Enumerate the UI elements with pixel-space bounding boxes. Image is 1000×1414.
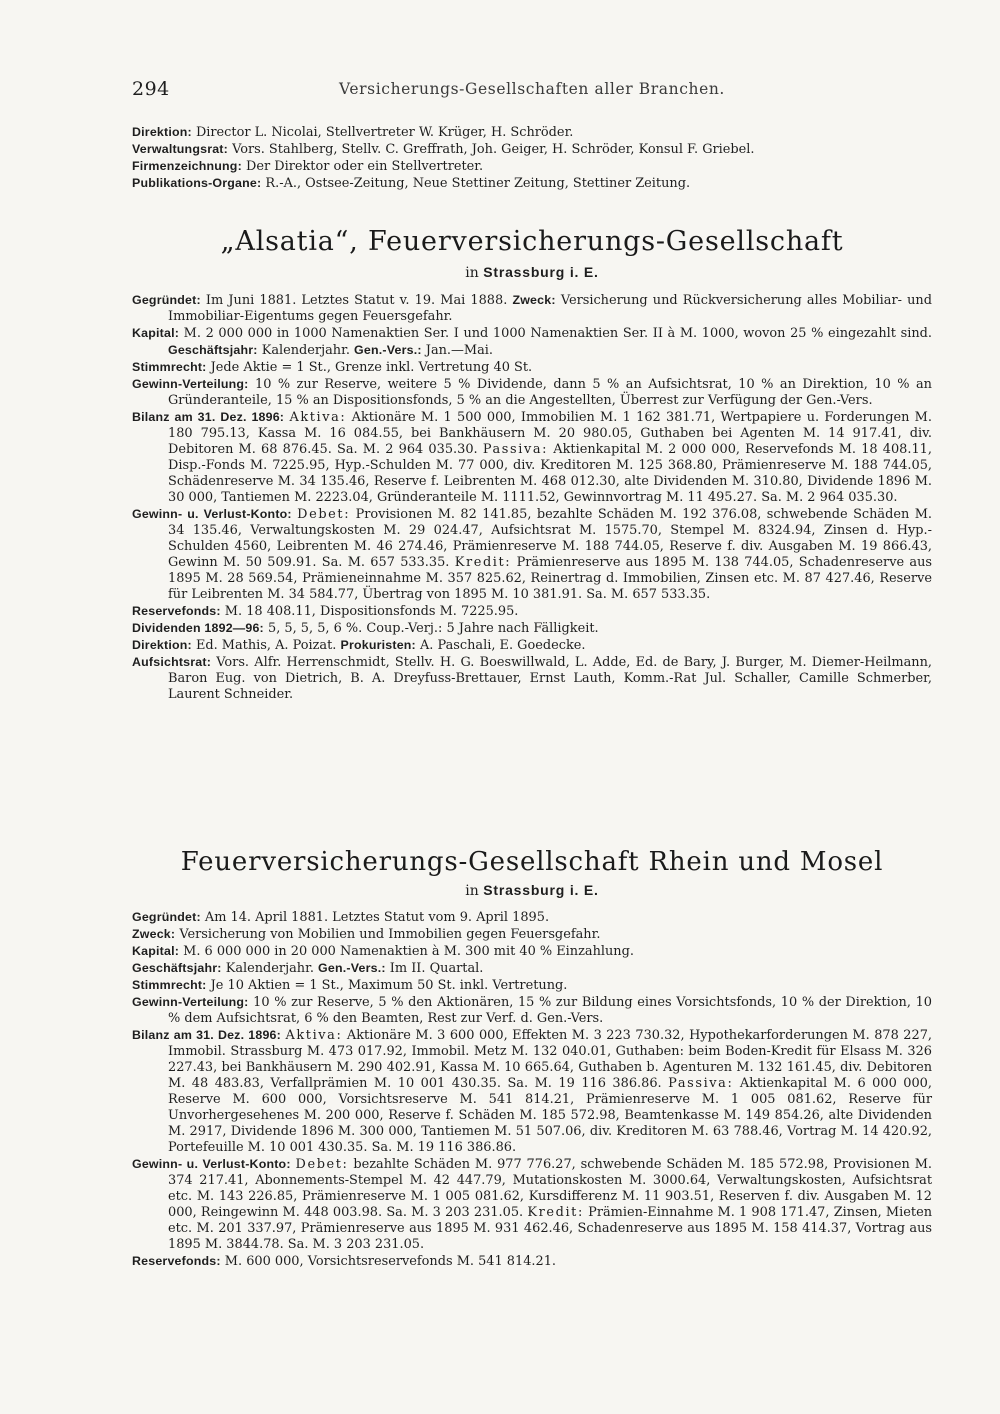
- entry-gegruendet: Gegründet: Am 14. April 1881. Letztes Statut vom 9. April 1895.: [132, 910, 550, 925]
- alsatia-body: [132, 292, 932, 703]
- previous-company-tail: [132, 124, 932, 192]
- entry-gewinn-verlust: Gewinn- u. Verlust-Konto: Debet: bezahlte Schäden M. 977 776.27, schwebende Schäden M. 185 572.98, Provisionen M. 374 217.41, Abonnements-Stempel M. 42 447.79, Mutationskosten M. 3000.64, Verwaltungskosten, Aufsichtsrat etc. M. 143 226.85, Prämienreserve M. 1 005 081.62, Kursdifferenz M. 11 903.51, Reserven f. div. Ausgaben M. 12 000, Reingewinn M. 448 003.98. Sa. M. 3 203 231.05. Kredit: Prämien-Einnahme M. 1 908 171.47, Zinsen, Mieten etc. M. 201 337.97, Prämienreserve aus 1895 M. 931 462.46, Schadenreserve aus 1895 M. 158 414.37, Vortrag aus 1895 M. 3844.78. Sa. M. 3 203 231.05.: [132, 1157, 932, 1252]
- entry-reservefonds: Reservefonds: M. 600 000, Vorsichtsreservefonds M. 541 814.21.: [132, 1254, 556, 1269]
- entry-geschaeftsjahr: Geschäftsjahr: Kalenderjahr. Gen.-Vers.: Im II. Quartal.: [132, 961, 484, 976]
- running-title: Versicherungs-Gesellschaften aller Branchen.: [339, 80, 725, 98]
- entry-gewinn-verlust: Gewinn- u. Verlust-Konto: Debet: Provisionen M. 82 141.85, bezahlte Schäden M. 192 376.08, schwebende Schäden M. 34 135.46, Verwaltungskosten M. 29 024.47, Aufsichtsrat M. 1575.70, Stempel M. 8324.94, Zinsen d. Hyp.-Schulden 4560, Leibrenten M. 46 274.46, Prämienreserve M. 188 744.05, Reserve f. div. Ausgaben M. 19 866.43, Gewinn M. 50 509.91. Sa. M. 657 533.35. Kredit: Prämienreserve aus 1895 M. 138 744.05, Schadenreserve aus 1895 M. 28 569.54, Prämieneinnahme M. 357 825.62, Reinertrag d. Immobilien, Zinsen etc. M. 87 427.46, Reserve für Leibrenten M. 34 584.77, Übertrag von 1895 M. 10 381.91. Sa. M. 657 533.35.: [132, 507, 933, 602]
- entry-bilanz: Bilanz am 31. Dez. 1896: Aktiva: Aktionäre M. 3 600 000, Effekten M. 3 223 730.32, Hypothekarforderungen M. 878 227, Immobil. Strassburg M. 473 017.92, Immobil. Metz M. 132 040.01, Guthaben: beim Boden-Kredit für Elsass M. 326 227.43, bei Bankhäusern M. 290 402.91, Kassa M. 10 665.64, Guthaben b. Agenturen M. 132 161.45, div. Debitoren M. 48 483.83, Verfallprämien M. 10 001 430.35. Sa. M. 19 116 386.86. Passiva: Aktienkapital M. 6 000 000, Reserve M. 600 000, Vorsichtsreserve M. 541 814.21, Prämienreserve M. 1 005 081.62, Reserve für Unvorhergesehenes M. 200 000, Reserve f. Schäden M. 185 572.98, Beamtenkasse M. 149 854.26, alte Dividenden M. 2917, Dividende 1896 M. 300 000, Tantiemen M. 51 507.06, div. Kreditoren M. 63 788.46, Vortrag M. 14 420.92, Portefeuille M. 10 001 430.35. Sa. M. 19 116 386.86.: [132, 1028, 932, 1155]
- running-head: [132, 78, 932, 102]
- entry-firmenzeichnung: Firmenzeichnung: Der Direktor oder ein Stellvertreter.: [132, 159, 484, 174]
- entry-dividenden: Dividenden 1892—96: 5, 5, 5, 5, 6 %. Coup.-Verj.: 5 Jahre nach Fälligkeit.: [132, 621, 599, 636]
- entry-gewinn-verteilung: Gewinn-Verteilung: 10 % zur Reserve, 5 % den Aktionären, 15 % zur Bildung eines Vorsichtsfonds, 10 % der Direktion, 10 % dem Aufsichtsrat, 6 % den Beamten, Rest zur Verf. d. Gen.-Vers.: [132, 995, 932, 1026]
- page-number: 294: [132, 78, 170, 100]
- entry-direktion-alsatia: Direktion: Ed. Mathis, A. Poizat. Prokuristen: A. Paschali, E. Goedecke.: [132, 638, 586, 653]
- entry-kapital: Kapital: M. 2 000 000 in 1000 Namenaktien Ser. I und 1000 Namenaktien Ser. II à M. 1000, wovon 25 % eingezahlt sind. Geschäftsjahr: Kalenderjahr. Gen.-Vers.: Jan.—Mai.: [132, 326, 932, 358]
- entry-stimmrecht: Stimmrecht: Je 10 Aktien = 1 St., Maximum 50 St. inkl. Vertretung.: [132, 978, 568, 993]
- entry-gewinn-verteilung: Gewinn-Verteilung: 10 % zur Reserve, weitere 5 % Dividende, dann 5 % an Aufsichtsrat, 10 % an Direktion, 10 % an Gründeranteile, 15 % an Dispositionsfonds, 5 % an die Angestellten, Überrest zur Verfügung der Gen.-Vers.: [132, 377, 932, 408]
- entry-kapital: Kapital: M. 6 000 000 in 20 000 Namenaktien à M. 300 mit 40 % Einzahlung.: [132, 944, 634, 959]
- entry-verwaltungsrat: Verwaltungsrat: Vors. Stahlberg, Stellv. C. Greffrath, Joh. Geiger, H. Schröder, Konsul F. Griebel.: [132, 142, 755, 157]
- entry-stimmrecht: Stimmrecht: Jede Aktie = 1 St., Grenze inkl. Vertretung 40 St.: [132, 360, 533, 375]
- company-location-rhein-mosel: in Strassburg i. E.: [465, 882, 599, 899]
- company-title-rhein-mosel: Feuerversicherungs-Gesellschaft Rhein und Mosel: [180, 847, 884, 877]
- rhein-mosel-body: [132, 909, 932, 1270]
- entry-aufsichtsrat: Aufsichtsrat: Vors. Alfr. Herrenschmidt, Stellv. H. G. Boeswillwald, L. Adde, Ed. de Bary, J. Burger, M. Diemer-Heilmann, Baron Eug. von Dietrich, B. A. Dreyfuss-Brettauer, Ernst Lauth, Komm.-Rat Jul. Schaller, Camille Schmerber, Laurent Schneider.: [132, 655, 932, 702]
- entry-direktion: Direktion: Director L. Nicolai, Stellvertreter W. Krüger, H. Schröder.: [132, 125, 574, 140]
- entry-reservefonds: Reservefonds: M. 18 408.11, Dispositionsfonds M. 7225.95.: [132, 604, 519, 619]
- company-title-alsatia: „Alsatia“, Feuerversicherungs-Gesellschaft: [220, 226, 844, 257]
- entry-bilanz: Bilanz am 31. Dez. 1896: Aktiva: Aktionäre M. 1 500 000, Immobilien M. 1 162 381.71, Wertpapiere u. Forderungen M. 180 795.13, Kassa M. 16 084.55, bei Bankhäusern M. 20 980.05, Guthaben bei Agenten M. 14 917.41, div. Debitoren M. 68 876.45. Sa. M. 2 964 035.30. Passiva: Aktienkapital M. 2 000 000, Reservefonds M. 18 408.11, Disp.-Fonds M. 7225.95, Hyp.-Schulden M. 77 000, div. Kreditoren M. 125 368.80, Prämienreserve M. 188 744.05, Schädenreserve M. 34 135.46, Reserve f. Leibrenten M. 468 012.30, alte Dividenden M. 310.80, Dividende 1896 M. 30 000, Tantiemen M. 2223.04, Gründeranteile M. 1111.52, Gewinnvortrag M. 11 495.27. Sa. M. 2 964 035.30.: [132, 410, 932, 505]
- entry-gegruendet: Gegründet: Im Juni 1881. Letztes Statut v. 19. Mai 1888. Zweck: Versicherung und Rückversicherung alles Mobiliar- und Immobiliar-Eigentums gegen Feuersgefahr.: [132, 293, 932, 324]
- company-location-alsatia: in Strassburg i. E.: [465, 264, 599, 281]
- entry-zweck: Zweck: Versicherung von Mobilien und Immobilien gegen Feuersgefahr.: [132, 927, 601, 942]
- entry-publikationsorgane: Publikations-Organe: R.-A., Ostsee-Zeitung, Neue Stettiner Zeitung, Stettiner Zeitung.: [132, 176, 691, 191]
